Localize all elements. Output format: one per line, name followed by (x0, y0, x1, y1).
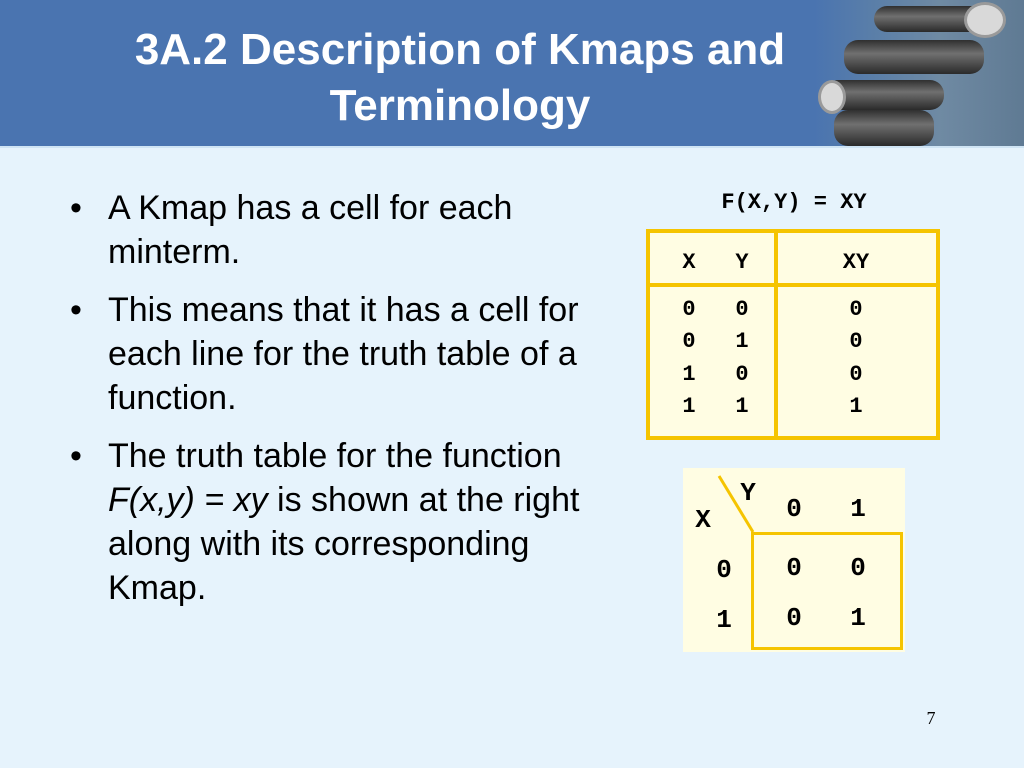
bullet-item (70, 186, 630, 274)
bullet-list (70, 186, 630, 624)
function-expression: F(x,y) = xy (108, 481, 268, 519)
truth-table (646, 229, 940, 440)
page-number: 7 (926, 708, 936, 728)
table-cell: 0 (682, 297, 696, 322)
table-cell: 1 (735, 394, 749, 419)
kmap-grid (751, 532, 903, 650)
table-cell: 0 (682, 329, 696, 354)
truth-table-divider (774, 233, 778, 436)
kmap-col-label: 1 (850, 494, 866, 524)
bullet-item (70, 288, 630, 420)
page-title: 3A.2 Description of Kmaps and Terminology (134, 25, 786, 130)
table-cell: 0 (849, 362, 863, 387)
bullet-text: This means that it has a cell for each line for the truth table of a function. (108, 291, 579, 417)
kmap-row-label: 1 (716, 605, 732, 635)
header-y: Y (735, 250, 749, 275)
kmap-row-variable: X (695, 505, 711, 535)
bullet-dot-icon: • (70, 291, 82, 329)
table-cell: 1 (849, 394, 863, 419)
table-cell: 0 (849, 329, 863, 354)
header-xy: XY (842, 250, 870, 275)
bullet-dot-icon: • (70, 189, 82, 227)
kmap-cell: 0 (786, 553, 802, 583)
bullet-text-before: The truth table for the function (108, 437, 562, 475)
slide-header (0, 0, 1024, 146)
header-x: X (682, 250, 696, 275)
bullet-dot-icon: • (70, 437, 82, 475)
table-cell: 0 (849, 297, 863, 322)
header-divider (0, 146, 1024, 148)
kmap-cell: 0 (786, 603, 802, 633)
table-cell: 1 (682, 394, 696, 419)
kmap-col-label: 0 (786, 494, 802, 524)
table-cell: 0 (735, 362, 749, 387)
table-cell: 0 (735, 297, 749, 322)
bullet-text-after: is shown at the right along with its corresponding Kmap. (108, 481, 580, 607)
kmap-col-variable: Y (740, 478, 756, 508)
bullet-text: A Kmap has a cell for each minterm. (108, 189, 513, 271)
header-pipes-image (814, 0, 1024, 146)
truth-table-caption: F(X,Y) = XY (721, 190, 867, 215)
bullet-item (70, 434, 630, 610)
kmap-row-label: 0 (716, 555, 732, 585)
kmap-cell: 1 (850, 603, 866, 633)
table-cell: 1 (735, 329, 749, 354)
kmap-cell: 0 (850, 553, 866, 583)
table-cell: 1 (682, 362, 696, 387)
